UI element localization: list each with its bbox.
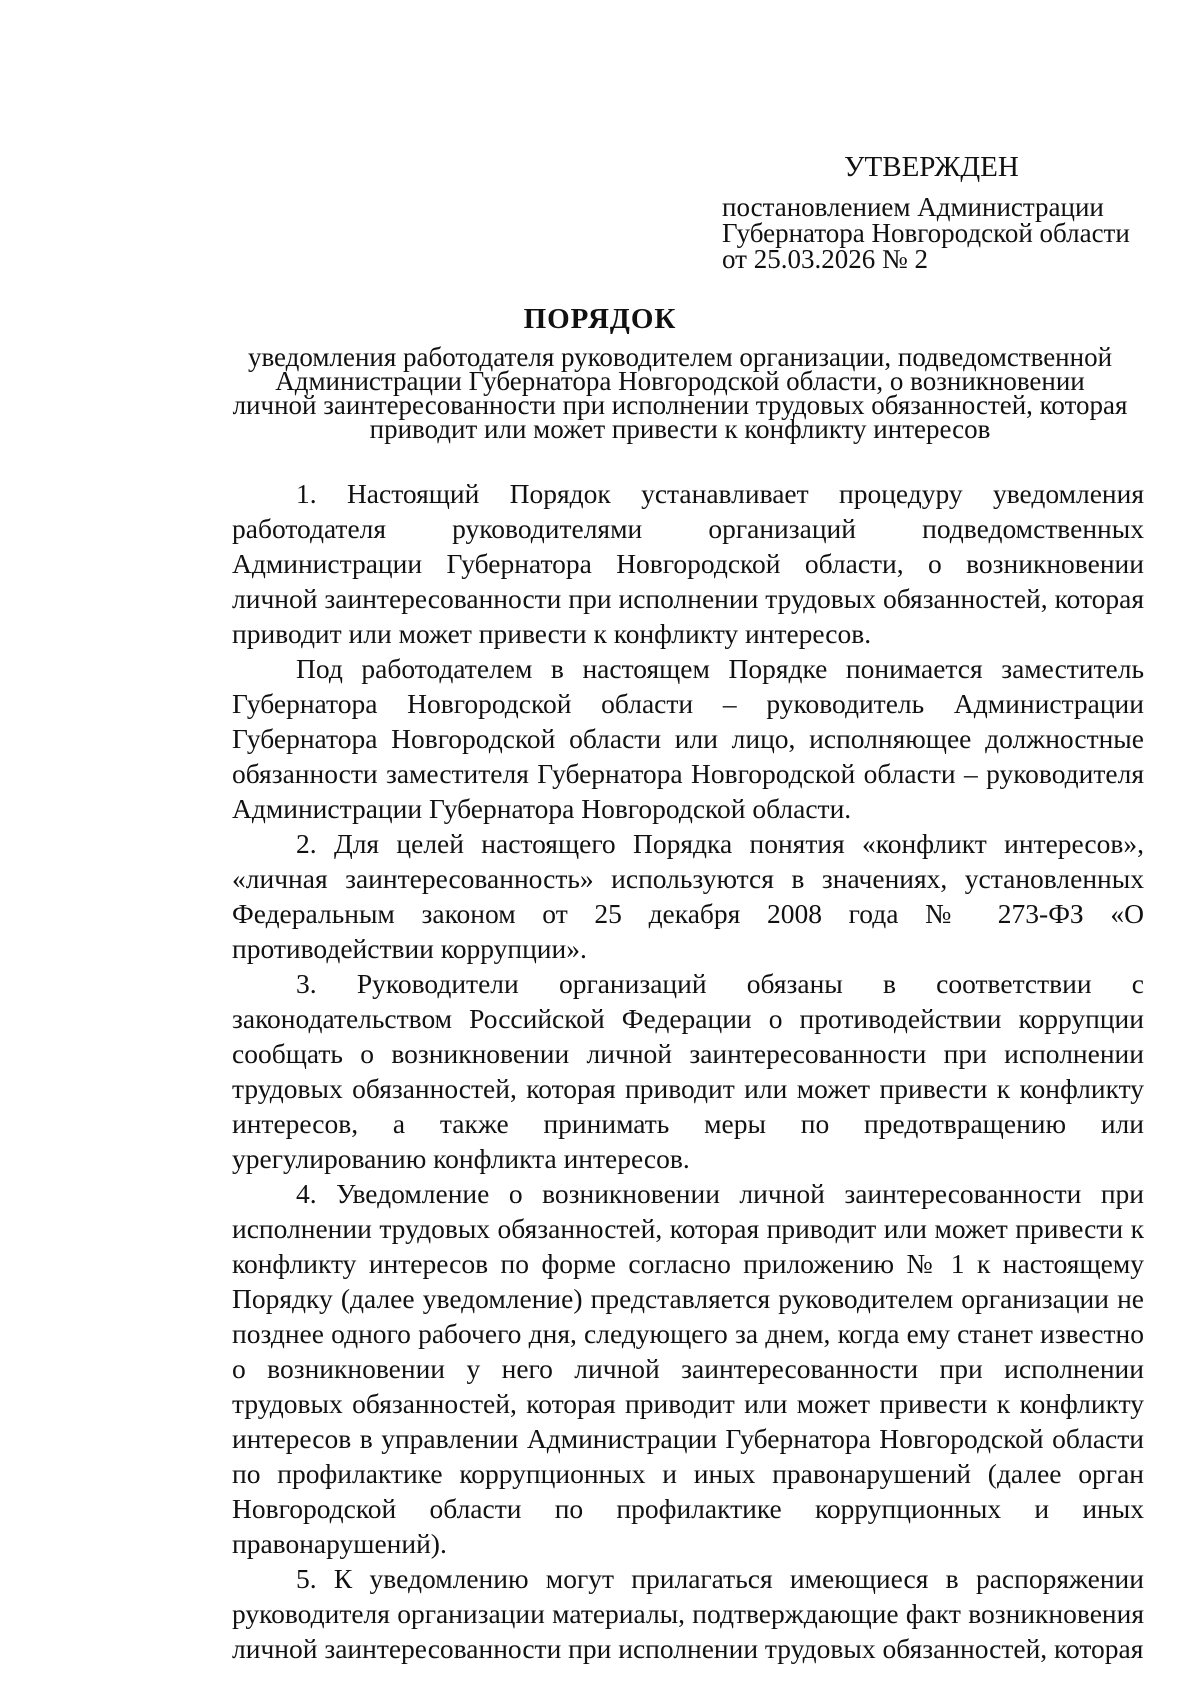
subtitle-line-4: приводит или может привести к конфликту интересов xyxy=(369,414,991,444)
subtitle-line-2: Администрации Губернатора Новгородской области, о возникновении xyxy=(275,366,1085,396)
paragraph-2: 2. Для целей настоящего Порядка понятия «конфликт интересов», «личная заинтересованность» используются в значениях, установленных Федеральным законом от 25 декабря 2008 года № 273-ФЗ «О противодействии коррупции». xyxy=(232,828,1144,964)
approval-line-2: Губернатора Новгородской области xyxy=(722,218,1130,248)
paragraph-5: 5. К уведомлению могут прилагаться имеющиеся в распоряжении руководителя организации материалы, подтверждающие факт возникновения личной заинтересованности при исполнении трудовых обязанностей, которая xyxy=(232,1563,1144,1664)
approved-heading: УТВЕРЖДЕН xyxy=(844,151,1019,183)
document-title: ПОРЯДОК xyxy=(523,303,677,335)
document-subtitle xyxy=(210,342,1150,444)
approval-line-1: постановлением Администрации xyxy=(722,192,1104,222)
document-body xyxy=(232,476,1144,1666)
paragraph-3: 3. Руководители организаций обязаны в соответствии с законодательством Российской Федерации о противодействии коррупции сообщать о возникновении личной заинтересованности при исполнении трудовых обязанностей, которая приводит или может привести к конфликту интересов, а также принимать меры по предотвращению или урегулированию конфликта интересов. xyxy=(232,968,1144,1174)
subtitle-line-3: личной заинтересованности при исполнении трудовых обязанностей, которая xyxy=(232,390,1128,420)
paragraph-4: 4. Уведомление о возникновении личной заинтересованности при исполнении трудовых обязанностей, которая приводит или может привести к конфликту интересов по форме согласно приложению № 1 к настоящему Порядку (далее уведомление) представляется руководителем организации не позднее одного рабочего дня, следующего за днем, когда ему станет известно о возникновении у него личной заинтересованности при исполнении трудовых обязанностей, которая приводит или может привести к конфликту интересов в управлении Администрации Губернатора Новгородской области по профилактике коррупционных и иных правонарушений (далее орган Новгородской области по профилактике коррупционных и иных правонарушений). xyxy=(232,1178,1144,1559)
approval-stamp-block xyxy=(722,150,1162,272)
subtitle-line-1: уведомления работодателя руководителем организации, подведомственной xyxy=(247,342,1113,372)
approval-line-3: от 25.03.2026 № 2 xyxy=(722,244,928,274)
paragraph-employer-definition: Под работодателем в настоящем Порядке понимается заместитель Губернатора Новгородской области – руководитель Администрации Губернатора Новгородской области или лицо, исполняющее должностные обязанности заместителя Губернатора Новгородской области – руководителя Администрации Губернатора Новгородской области. xyxy=(232,653,1144,824)
paragraph-1: 1. Настоящий Порядок устанавливает процедуру уведомления работодателя руководителями организаций подведомственных Администрации Губернатора Новгородской области, о возникновении личной заинтересованности при исполнении трудовых обязанностей, которая приводит или может привести к конфликту интересов. xyxy=(232,478,1144,649)
